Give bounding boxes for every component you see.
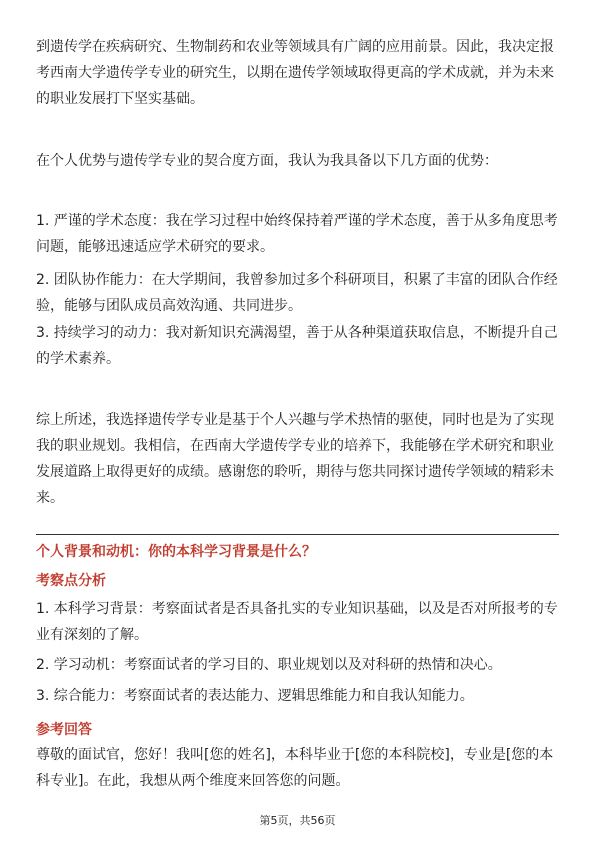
page-footer: 第5页，共56页 [259,814,336,827]
analysis-item-3: 3. 综合能力：考察面试者的表达能力、逻辑思维能力和自我认知能力。 [36,688,474,704]
strengths-intro: 在个人优势与遗传学专业的契合度方面，我认为我具备以下几方面的优势： [36,153,498,169]
analysis-item-1: 1. 本科学习背景：考察面试者是否具备扎实的专业知识基础，以及是否对所报考的专业有深刻的了解。 [36,601,558,643]
answer-text: 尊敬的面试官，您好！我叫[您的姓名]，本科毕业于[您的本科院校]，专业是[您的本科专业]。在此，我想从两个维度来回答您的问题。 [36,747,554,789]
strength-item-2: 2. 团队协作能力：在大学期间，我曾参加过多个科研项目，积累了丰富的团队合作经验，能够与团队成员高效沟通、共同进步。 [36,272,558,314]
strength-item-1: 1. 严谨的学术态度：我在学习过程中始终保持着严谨的学术态度，善于从多角度思考问题，能够迅速适应学术研究的要求。 [36,213,558,255]
strength-item-3: 3. 持续学习的动力：我对新知识充满渴望，善于从各种渠道获取信息，不断提升自己的学术素养。 [36,325,558,367]
intro-paragraph: 到遗传学在疾病研究、生物制药和农业等领域具有广阔的应用前景。因此，我决定报考西南大学遗传学专业的研究生，以期在遗传学领域取得更高的学术成就，并为未来的职业发展打下坚实基础。 [36,39,554,107]
analysis-heading: 考察点分析 [36,573,106,589]
section-divider [36,534,559,535]
answer-heading: 参考回答 [36,722,92,738]
question-title: 个人背景和动机：你的本科学习背景是什么？ [36,544,316,560]
conclusion-paragraph: 综上所述，我选择遗传学专业是基于个人兴趣与学术热情的驱使，同时也是为了实现我的职业规划。我相信，在西南大学遗传学专业的培养下，我能够在学术研究和职业发展道路上取得更好的成绩。感谢您的聆听，期待与您共同探讨遗传学领域的精彩未来。 [36,412,554,506]
analysis-item-2: 2. 学习动机：考察面试者的学习目的、职业规划以及对科研的热情和决心。 [36,657,502,673]
